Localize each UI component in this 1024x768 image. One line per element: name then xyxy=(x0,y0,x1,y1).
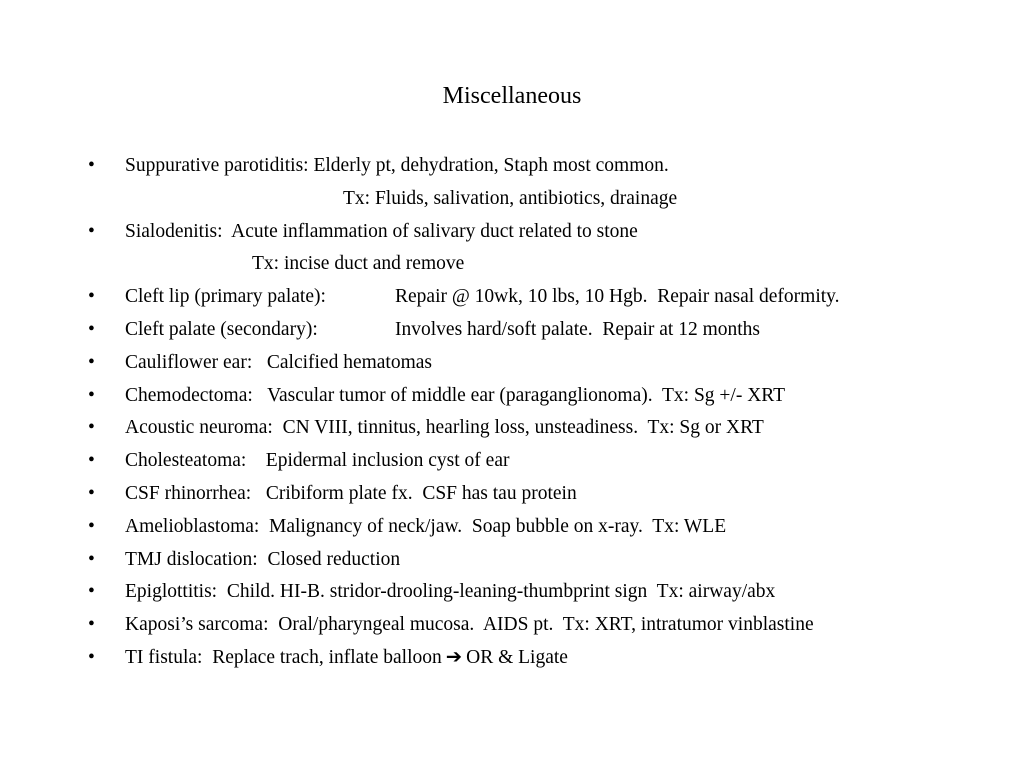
list-item-continuation xyxy=(0,183,1024,216)
bullet-icon: • xyxy=(88,646,95,668)
list-item xyxy=(0,216,1024,249)
list-item xyxy=(0,412,1024,445)
page-title: Miscellaneous xyxy=(442,83,582,109)
list-item xyxy=(0,609,1024,642)
list-item-text: Cauliflower ear: Calcified hematomas xyxy=(125,351,433,373)
arrow-right-icon: ➔ xyxy=(445,646,463,668)
bullet-icon: • xyxy=(88,482,95,504)
bullet-icon: • xyxy=(88,614,95,636)
bullet-icon: • xyxy=(88,318,95,340)
bullet-icon: • xyxy=(88,581,95,603)
bullet-icon: • xyxy=(88,417,95,439)
list-item-text: Acoustic neuroma: CN VIII, tinnitus, hearling loss, unsteadiness. Tx: Sg or XRT xyxy=(125,417,764,439)
bullet-icon: • xyxy=(88,384,95,406)
list-item-text: Tx: Fluids, salivation, antibiotics, drainage xyxy=(343,187,678,209)
list-item xyxy=(0,347,1024,380)
list-item-text: Suppurative parotiditis: Elderly pt, dehydration, Staph most common. xyxy=(125,155,669,176)
list-item-text: Amelioblastoma: Malignancy of neck/jaw. Soap bubble on x-ray. Tx: WLE xyxy=(125,515,727,537)
bullet-icon: • xyxy=(88,220,95,242)
list-item-text: TI fistula: Replace trach, inflate balloon xyxy=(125,646,442,668)
list-item xyxy=(0,544,1024,577)
list-item-continuation xyxy=(0,248,1024,281)
bullet-list xyxy=(0,150,1024,675)
list-item xyxy=(0,511,1024,544)
list-item-detail: Repair @ 10wk, 10 lbs, 10 Hgb. Repair nasal deformity. xyxy=(395,286,840,308)
bullet-icon: • xyxy=(88,286,95,308)
list-item-text: Kaposi’s sarcoma: Oral/pharyngeal mucosa. AIDS pt. Tx: XRT, intratumor vinblastine xyxy=(125,614,814,636)
bullet-icon: • xyxy=(88,450,95,472)
list-item-text: Cholesteatoma: Epidermal inclusion cyst of ear xyxy=(125,450,510,472)
list-item xyxy=(0,478,1024,511)
bullet-icon: • xyxy=(88,155,95,176)
list-item xyxy=(0,281,1024,314)
list-item-text: Sialodenitis: Acute inflammation of salivary duct related to stone xyxy=(125,220,638,242)
list-item-label: Cleft palate (secondary): xyxy=(125,318,318,340)
bullet-icon: • xyxy=(88,515,95,537)
list-item xyxy=(0,314,1024,347)
list-item xyxy=(0,380,1024,413)
list-item xyxy=(0,642,1024,675)
bullet-icon: • xyxy=(88,351,95,373)
list-item-text: CSF rhinorrhea: Cribiform plate fx. CSF has tau protein xyxy=(125,482,577,504)
list-item xyxy=(0,445,1024,478)
list-item-label: Cleft lip (primary palate): xyxy=(125,286,326,308)
list-item-text: Chemodectoma: Vascular tumor of middle ear (paraganglionoma). Tx: Sg +/- XRT xyxy=(125,384,786,406)
list-item xyxy=(0,150,1024,183)
list-item-text: OR & Ligate xyxy=(466,646,568,668)
list-item xyxy=(0,576,1024,609)
bullet-icon: • xyxy=(88,548,95,570)
list-item-text: TMJ dislocation: Closed reduction xyxy=(125,548,401,570)
list-item-text-group xyxy=(125,642,568,674)
list-item-text: Tx: incise duct and remove xyxy=(252,253,465,275)
list-item-text: Epiglottitis: Child. HI-B. stridor-drooling-leaning-thumbprint sign Tx: airway/abx xyxy=(125,581,776,603)
list-item-detail: Involves hard/soft palate. Repair at 12 months xyxy=(395,318,760,340)
